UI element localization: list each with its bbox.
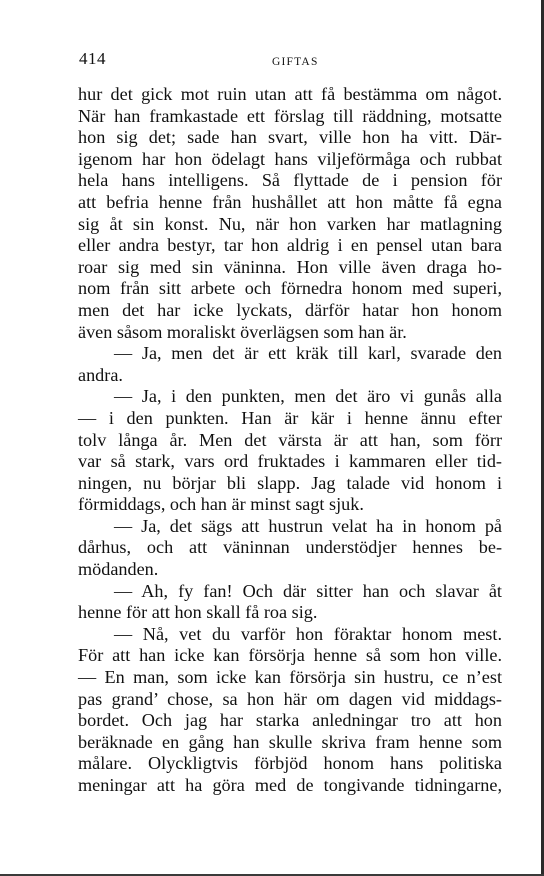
text-line: — En man, som icke kan försörja sin hustru, ce n’est (78, 667, 502, 688)
page-number: 414 (79, 49, 106, 68)
text-line: roar sig med sin väninna. Hon ville även draga ho- (78, 256, 502, 277)
text-line: ningen, nu börjar bli slapp. Jag talade vid honom i (78, 472, 502, 493)
text-line: — Nå, vet du varför hon föraktar honom mest. (114, 623, 502, 644)
text-line: hur det gick mot ruin utan att få bestämma om något. (78, 84, 502, 104)
text-line: — Ja, i den punkten, men det äro vi gunås alla (114, 386, 502, 407)
text-line: bordet. Och jag har starka anledningar tro att hon (78, 710, 502, 731)
text-line: — Ja, det sägs att hustrun velat ha in honom på (114, 515, 502, 536)
text-line: — i den punkten. Han är kär i henne ännu efter (78, 407, 502, 428)
text-line: pas grand’ chose, sa hon här om dagen vid middags- (78, 688, 502, 709)
text-line: igenom har hon ödelagt hans viljeförmåga och rubbat (78, 148, 502, 169)
text-line: — Ah, fy fan! Och där sitter han och slavar åt (114, 580, 502, 601)
body-text (78, 84, 502, 797)
text-line: dårhus, och att väninnan understödjer hennes be- (78, 537, 502, 558)
text-line: När han framkastade ett förslag till räddning, motsatte (78, 105, 502, 126)
text-line: eller andra bestyr, tar hon aldrig i en pensel utan bara (78, 235, 502, 256)
text-line: — Ja, men det är ett kräk till karl, svarade den (114, 343, 502, 364)
text-line: även såsom moraliskt överlägsen som han är. (78, 321, 407, 342)
text-line: att befria henne från hushållet att hon måtte få egna (78, 191, 502, 212)
text-line: För att han icke kan försörja henne så som hon ville. (78, 645, 502, 666)
text-line: andra. (78, 364, 123, 385)
text-line: nom från sitt arbete och förnedra honom med superi, (78, 278, 502, 299)
text-line: tolv långa år. Men det värsta är att han, som förr (78, 429, 502, 450)
text-line: sig åt sin konst. Nu, när hon varken har matlagning (78, 213, 502, 234)
text-line: henne för att hon skall få roa sig. (78, 602, 318, 623)
text-line: beräknade en gång han skulle skriva fram henne som (78, 731, 502, 752)
text-line: hela hans intelligens. Så flyttade de i pension för (78, 170, 502, 191)
text-line: men det har icke lyckats, därför hatar hon honom (78, 299, 502, 320)
text-line: meningar att ha göra med de tongivande tidningarne, (78, 775, 502, 795)
text-line: förmiddags, och han är minst sagt sjuk. (78, 494, 364, 515)
text-line: hon sig det; sade han svart, ville hon ha vitt. Där- (78, 127, 502, 148)
text-line: var så stark, vars ord fruktades i kammaren eller tid- (78, 451, 502, 472)
text-line: mödanden. (78, 559, 159, 580)
running-header: GIFTAS (272, 56, 319, 68)
text-line: målare. Olyckligtvis förbjöd honom hans politiska (78, 753, 502, 774)
